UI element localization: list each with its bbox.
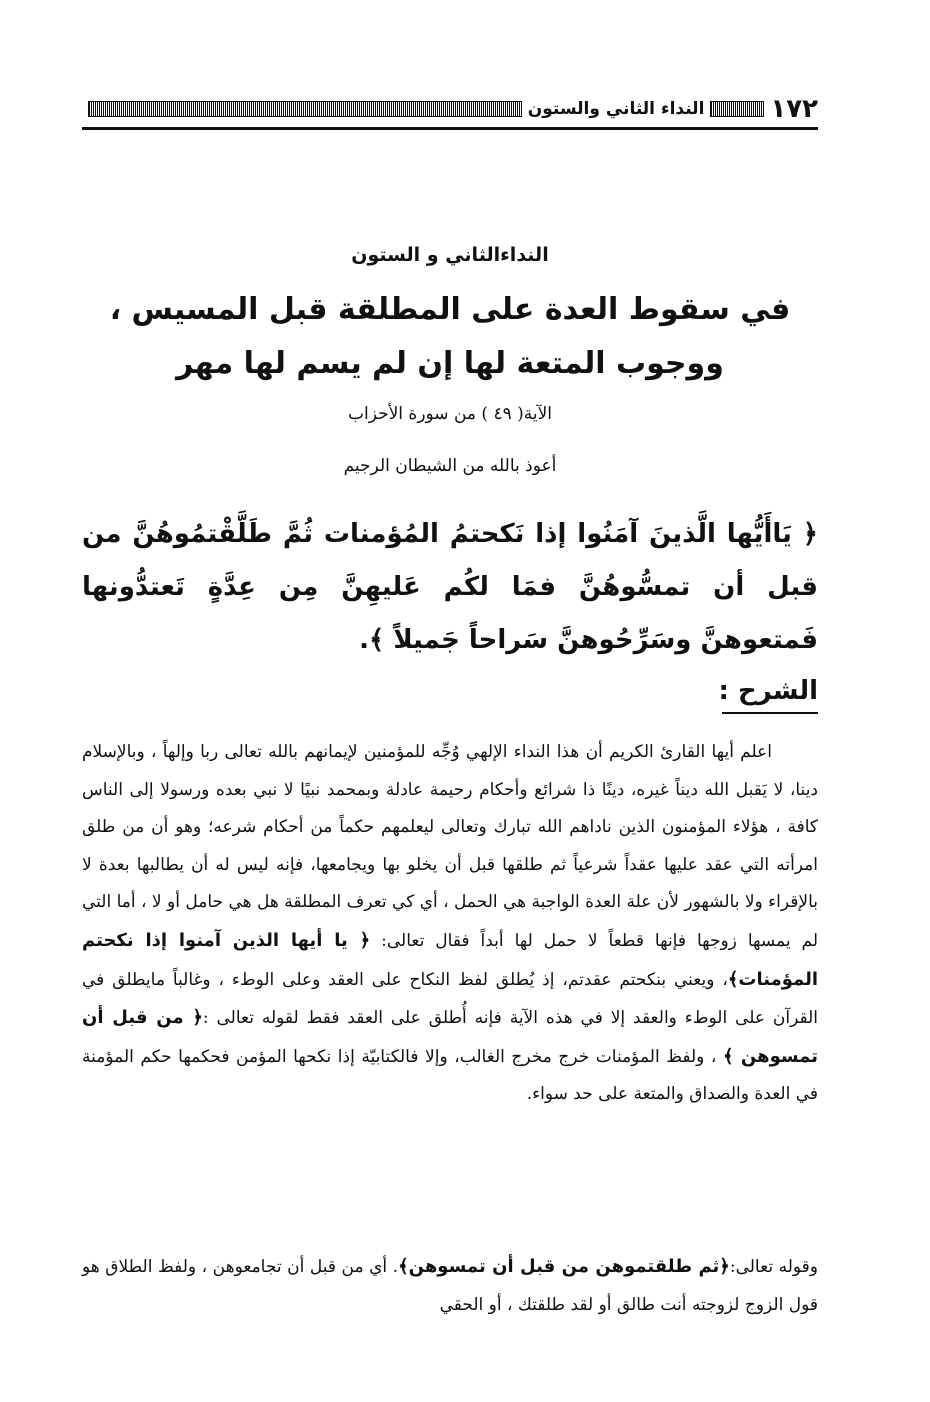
explanation-paragraph [82,1248,818,1324]
running-title: النداء الثاني والستون [527,99,705,119]
paragraph-text: اعلم أيها القارئ الكريم أن هذا النداء الإلهي وُجِّه للمؤمنين لإيمانهم بالله تعالى ربا وإلهاً ، وبالإسلام دينا، لا يَقبل الله ديناً غيره، دينًا ذا شرائع وأحكام رحيمة عادلة وبمحمد نبيًا لا نبي بعده ورسولا إلى الناس كافة ، هؤلاء المؤمنون الذين ناداهم الله تبارك وتعالى ليعلمهم حكماً من أحكام شرعه؛ وهو أن من طلق امرأته التي عقد عليها عقداً شرعياً ثم طلقها قبل أن يخلو بها ويجامعها، فإنه ليس له أن يطالبها بعدة لا بالإقراء ولا بالشهور لأن علة العدة الواجبة هي الحمل ، أي كي تعرف المطلقة هل هي حامل أو لا ، أما التي لم يمسها زوجها فإنها قطعاً لا حمل لها أبداً فقال تعالى: [82,742,819,951]
page-number: ١٧٢ [770,94,818,124]
sharh-underline [722,712,818,714]
verse-reference: الآية( ٤٩ ) من سورة الأحزاب [347,404,553,424]
verse-quote: ﴿ يا أيها الذين آمنوا إذا نكحتم المؤمنات﴾ [82,929,818,990]
istiadha: أعوذ بالله من الشيطان الرجيم [343,456,557,476]
header-ornament-bar [710,101,764,117]
paragraph-text: ، ولفظ المؤمنات خرج مخرج الغالب، وإلا فالكتابيّة إذا نكحها المؤمن فحكمها حكم المؤمنة في العدة والصداق والمتعة على حد سواء. [82,1046,818,1105]
paragraph-text: ، ويعني بنكحتم عقدتم، إذ يُطلق لفظ النكاح على العقد وعلى الوطء ، وغالباً مايطلق في القرآن على الوطء والعقد إلا في هذه الآية فإنه أُطلق على العقد فقط لقوله تعالى : [82,969,818,1029]
running-header [82,92,818,126]
header-rule [82,127,818,130]
quran-verse: ﴿ يَاأَيُّها الَّذينَ آمَنُوا إذا نَكحتمُ المُؤمنات ثُمَّ طَلَّقْتمُوهُنَّ من قبل أن تمسُّوهُنَّ فمَا لكُم عَليهِنَّ مِن عِدَّةٍ تَعتدُّونها فَمتعوهنَّ وسَرِّحُوهنَّ سَراحاً جَميلاً ﴾. [82,519,818,655]
paragraph-text: . أي من قبل أن تجامعوهن ، ولفظ الطلاق هو قول الزوج لزوجته أنت طالق أو لقد طلقتك ، أو الحقي [82,1257,818,1315]
section-title-line1: في سقوط العدة على المطلقة قبل المسيس ، [109,292,791,327]
verse-quote: ﴿ من قبل أن تمسوهن ﴾ [82,1007,818,1067]
header-ornament-bar [88,101,522,117]
verse-quote: ﴿ثم طلقتموهن من قبل أن تمسوهن﴾ [398,1256,730,1277]
sharh-heading: الشرح : [718,676,818,706]
explanation-paragraph [82,734,818,1114]
paragraph-text: وقوله تعالى: [729,1257,818,1277]
section-title-line2: ووجوب المتعة لها إن لم يسم لها مهر [176,346,724,381]
section-subtitle: النداءالثاني و الستون [351,244,549,266]
